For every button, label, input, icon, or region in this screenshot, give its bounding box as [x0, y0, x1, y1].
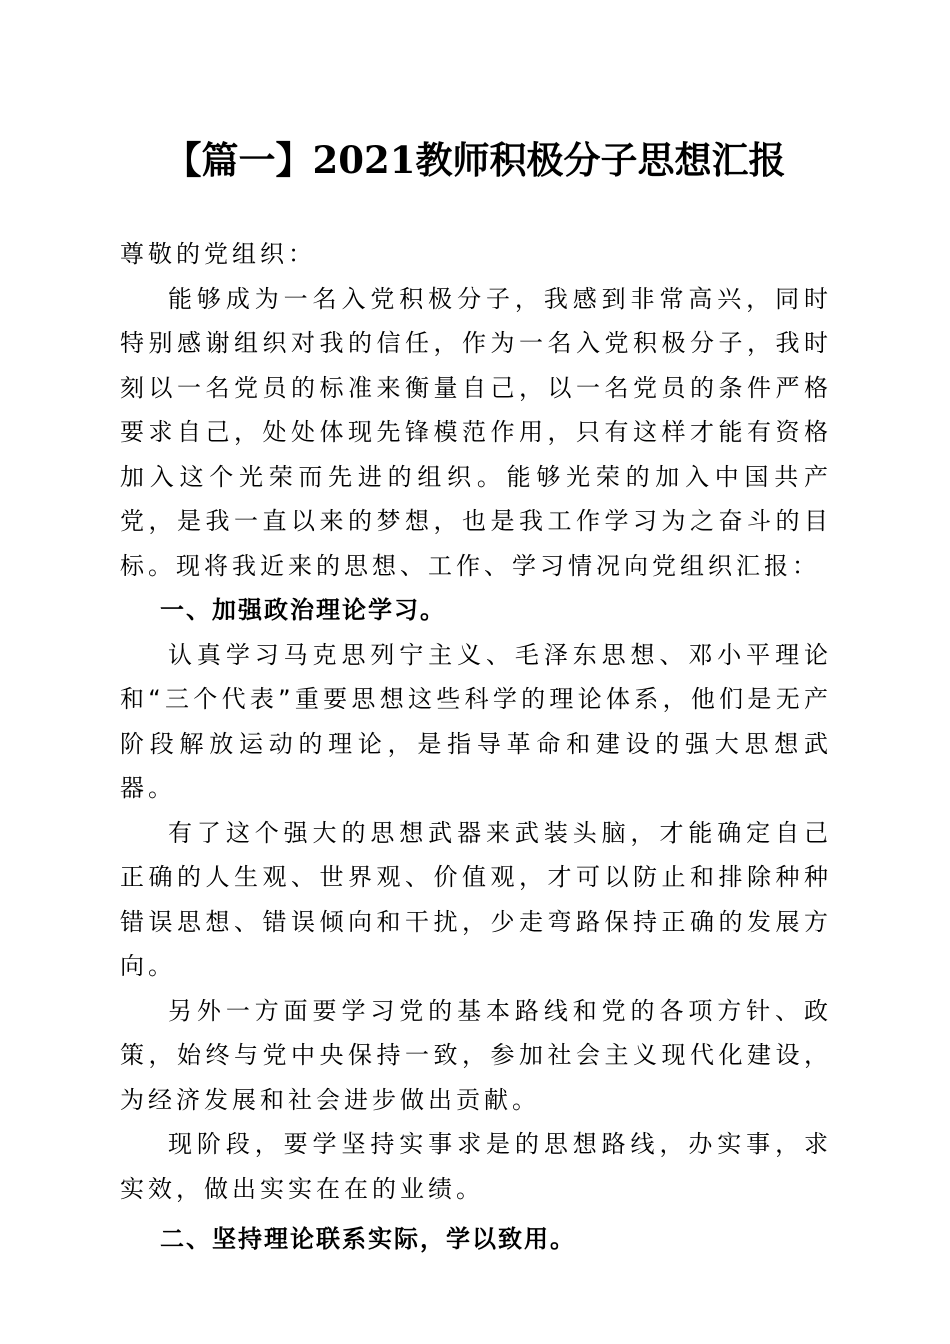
document-body	[120, 232, 832, 1262]
section1-paragraph: 现阶段，要学坚持实事求是的思想路线，办实事，求实效，做出实实在在的业绩。	[120, 1130, 832, 1203]
section-heading-1: 一、加强政治理论学习。	[160, 596, 446, 624]
salutation: 尊敬的党组织：	[120, 240, 316, 268]
section1-paragraph: 有了这个强大的思想武器来武装头脑，才能确定自己正确的人生观、世界观、价值观，才可以防止和排除种种错误思想、错误倾向和干扰，少走弯路保持正确的发展方向。	[120, 818, 832, 980]
section1-paragraph: 另外一方面要学习党的基本路线和党的各项方针、政策，始终与党中央保持一致，参加社会主义现代化建设，为经济发展和社会进步做出贡献。	[120, 996, 832, 1114]
intro-paragraph: 能够成为一名入党积极分子，我感到非常高兴，同时特别感谢组织对我的信任，作为一名入党积极分子，我时刻以一名党员的标准来衡量自己，以一名党员的条件严格要求自己，处处体现先锋模范作用，只有这样才能有资格加入这个光荣而先进的组织。能够光荣的加入中国共产党，是我一直以来的梦想，也是我工作学习为之奋斗的目标。现将我近来的思想、工作、学习情况向党组织汇报：	[120, 284, 832, 580]
page-title: 【篇一】2021教师积极分子思想汇报	[164, 138, 786, 182]
section1-paragraph: 认真学习马克思列宁主义、毛泽东思想、邓小平理论和“三个代表”重要思想这些科学的理论体系，他们是无产阶段解放运动的理论，是指导革命和建设的强大思想武器。	[120, 640, 832, 802]
section-heading-2: 二、坚持理论联系实际，学以致用。	[160, 1225, 576, 1253]
